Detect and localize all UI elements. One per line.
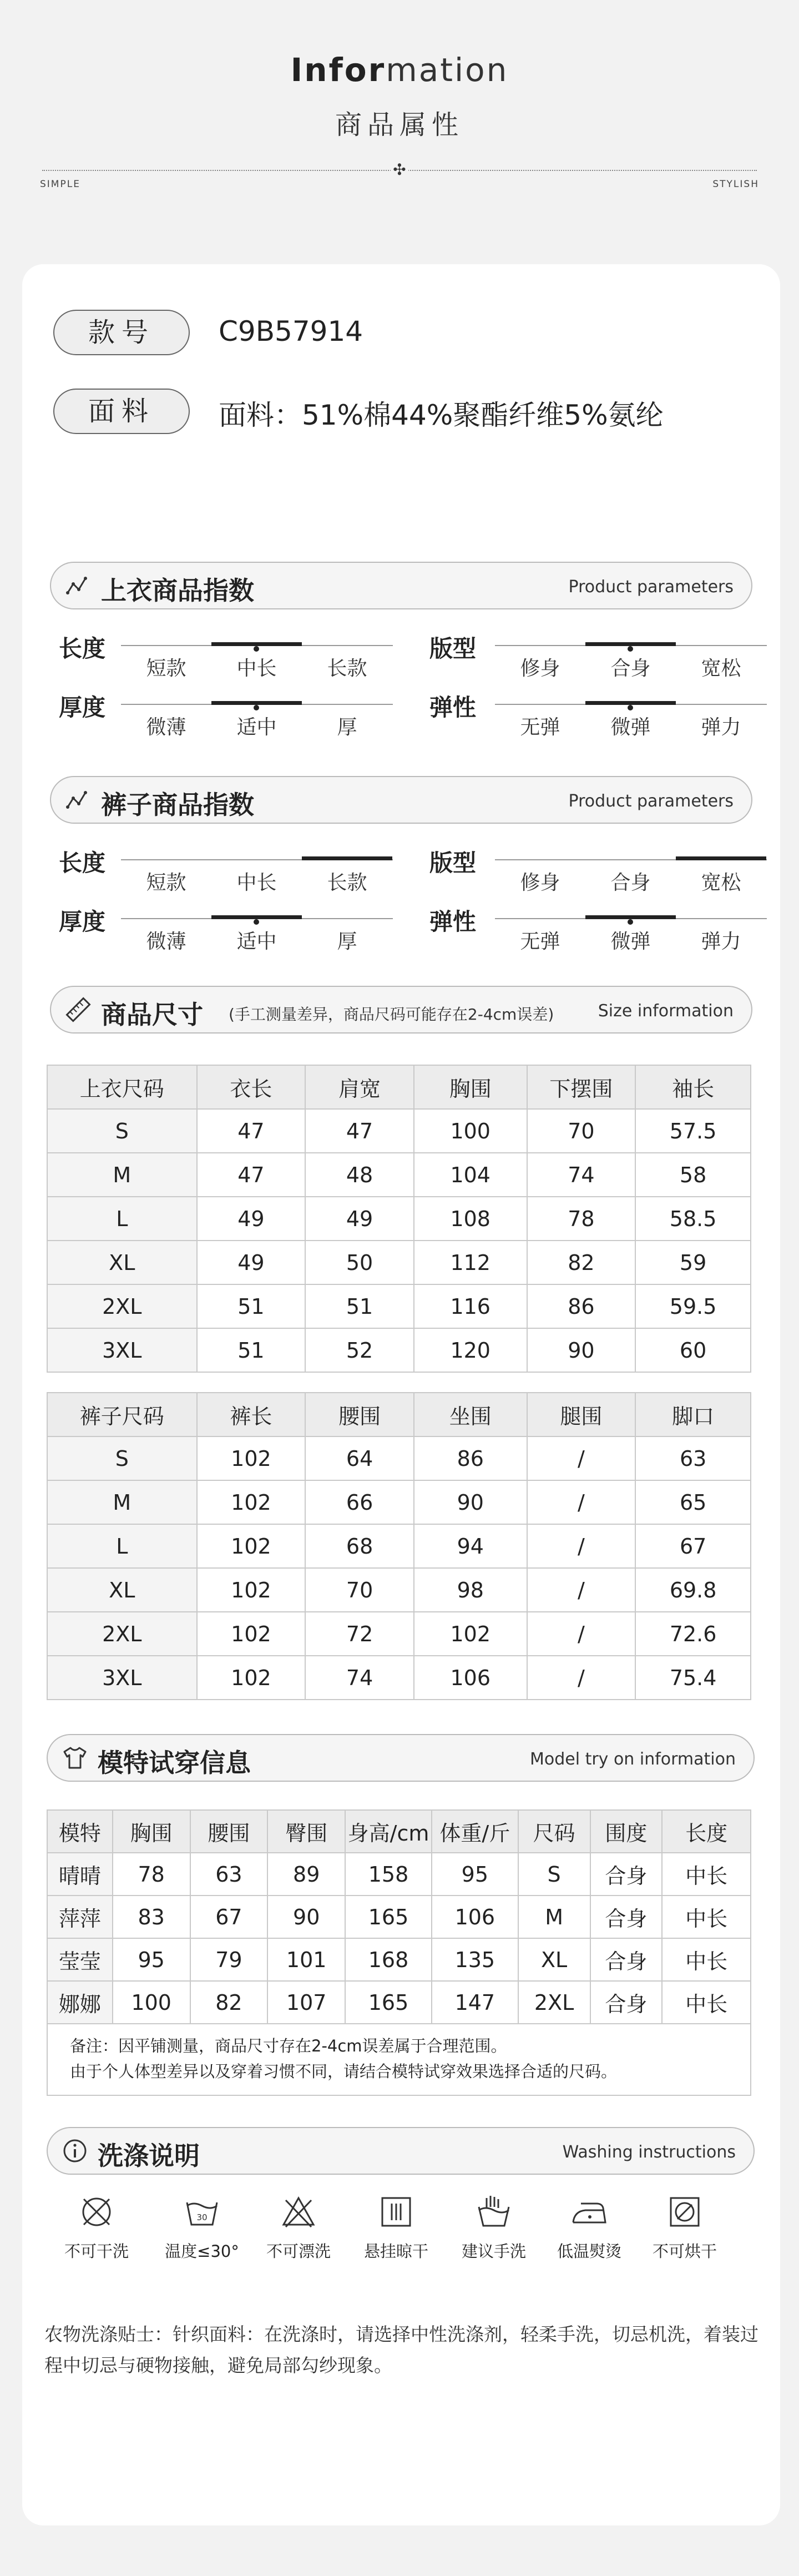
scale-selected-bar: [211, 701, 302, 705]
model-header: [47, 1734, 755, 1782]
table-cell: 108: [414, 1197, 527, 1241]
table-header-cell: 肩宽: [305, 1065, 414, 1109]
table-row: [47, 1436, 751, 1480]
model-note: [47, 2024, 751, 2096]
scale-marker-dot: [254, 646, 259, 652]
index-scale: [121, 850, 393, 894]
table-cell: 51: [197, 1328, 306, 1372]
index-label: 长度: [59, 635, 106, 662]
table-cell: 中长: [662, 1938, 751, 1981]
wash-tip-line1: 农物洗涤贴士：针织面料：在洗涤时，请选择中性洗涤剂，轻柔手洗，切忌机洗，着装过: [44, 2323, 758, 2345]
scale-option: 短款: [146, 657, 186, 680]
table-header-cell: 坐围: [414, 1393, 527, 1436]
table-cell: 106: [414, 1656, 527, 1700]
wash-en: Washing instructions: [562, 2143, 736, 2162]
table-header-cell: 裤长: [197, 1393, 306, 1436]
scale-marker-dot: [628, 705, 633, 710]
low-iron-icon: [570, 2192, 609, 2231]
index-label: 厚度: [59, 694, 106, 721]
index-scale: [121, 636, 393, 680]
table-row: [47, 1896, 751, 1938]
table-cell: 47: [197, 1109, 306, 1153]
table-row: [47, 1241, 751, 1284]
wash-header: [47, 2127, 755, 2175]
scale-option: 微薄: [146, 930, 186, 953]
table-cell: M: [47, 1480, 197, 1524]
table-header-cell: 胸围: [113, 1810, 190, 1853]
table-cell: 中长: [662, 1896, 751, 1938]
table-cell: 79: [190, 1938, 268, 1981]
table-cell: M: [47, 1153, 197, 1197]
table-row: [47, 1284, 751, 1328]
table-header-cell: 下摆围: [527, 1065, 636, 1109]
table-cell: 中长: [662, 1981, 751, 2024]
table-row: [47, 1524, 751, 1568]
table-cell: 63: [190, 1853, 268, 1896]
table-cell: 47: [305, 1109, 414, 1153]
table-cell: 2XL: [518, 1981, 590, 2024]
table-row: [47, 1981, 751, 2024]
ruler-icon: [65, 997, 91, 1022]
content-card: [22, 264, 780, 2525]
scale-option: 合身: [610, 657, 651, 680]
table-cell: 90: [414, 1480, 527, 1524]
table-cell: 100: [113, 1981, 190, 2024]
scale-option: 中长: [236, 657, 277, 680]
table-cell: /: [527, 1480, 636, 1524]
table-cell: 78: [113, 1853, 190, 1896]
scale-option: 厚: [337, 716, 357, 739]
scale-marker-dot: [628, 919, 633, 925]
table-cell: 98: [414, 1568, 527, 1612]
trend-line-icon: [65, 787, 91, 813]
table-cell: 中长: [662, 1853, 751, 1896]
table-cell: 102: [197, 1524, 306, 1568]
scale-marker-dot: [254, 705, 259, 710]
scale-option: 弹力: [701, 930, 741, 953]
scale-option: 微弹: [610, 930, 651, 953]
table-cell: 116: [414, 1284, 527, 1328]
index-label: 弹性: [429, 694, 477, 721]
table-cell: /: [527, 1568, 636, 1612]
table-cell: 86: [527, 1284, 636, 1328]
table-cell: M: [518, 1896, 590, 1938]
model-title: 模特试穿信息: [98, 1748, 251, 1778]
index-scale: [121, 695, 393, 739]
table-cell: /: [527, 1656, 636, 1700]
table-cell: XL: [518, 1938, 590, 1981]
scale-marker-dot: [628, 646, 633, 652]
svg-text:30: 30: [196, 2212, 208, 2222]
scale-option: 无弹: [520, 716, 560, 739]
table-header-cell: 围度: [590, 1810, 663, 1853]
table-cell: 67: [635, 1524, 751, 1568]
table-cell: 135: [432, 1938, 518, 1981]
table-cell: 107: [267, 1981, 345, 2024]
table-cell: 74: [305, 1656, 414, 1700]
scale-option: 中长: [236, 871, 277, 894]
scale-selected-bar: [211, 915, 302, 919]
table-header-cell: 身高/cm: [345, 1810, 432, 1853]
wash-label: 不可漂洗: [266, 2242, 331, 2261]
table-cell: 95: [432, 1853, 518, 1896]
hang-dry-icon: [377, 2192, 416, 2231]
no-tumble-dry-icon: [665, 2192, 704, 2231]
wash-item-no-dry-clean: [47, 2192, 146, 2262]
table-header-cell: 体重/斤: [432, 1810, 518, 1853]
pants-index-title: 裤子商品指数: [101, 790, 254, 820]
table-cell: 147: [432, 1981, 518, 2024]
table-cell: L: [47, 1197, 197, 1241]
table-cell: 2XL: [47, 1284, 197, 1328]
table-cell: 49: [197, 1197, 306, 1241]
table-cell: 82: [527, 1241, 636, 1284]
model-note-line2: 由于个人体型差异以及穿着习惯不同，请结合模特试穿效果选择合适的尺码。: [70, 2062, 618, 2081]
stylish-tag: STYLISH: [712, 179, 759, 190]
table-cell: 72: [305, 1612, 414, 1656]
scale-selected-bar: [676, 856, 766, 860]
scale-option: 无弹: [520, 930, 560, 953]
table-cell: 50: [305, 1241, 414, 1284]
table-cell: 莹莹: [47, 1938, 113, 1981]
scale-option: 修身: [520, 871, 560, 894]
top-index-title: 上衣商品指数: [101, 576, 254, 606]
table-cell: 102: [197, 1568, 306, 1612]
table-header-cell: 脚口: [635, 1393, 751, 1436]
table-cell: 89: [267, 1853, 345, 1896]
table-header-cell: 长度: [662, 1810, 751, 1853]
table-row: [47, 1853, 751, 1896]
scale-selected-bar: [585, 915, 676, 919]
table-row: [47, 1612, 751, 1656]
size-header: [50, 986, 752, 1034]
wash-label: 低温熨烫: [557, 2242, 621, 2261]
table-cell: S: [47, 1436, 197, 1480]
table-cell: 59.5: [635, 1284, 751, 1328]
table-cell: 120: [414, 1328, 527, 1372]
table-cell: 106: [432, 1896, 518, 1938]
table-cell: 59: [635, 1241, 751, 1284]
scale-option: 修身: [520, 657, 560, 680]
index-scale: [495, 695, 767, 739]
style-no-value: C9B57914: [219, 315, 363, 347]
table-cell: 58: [635, 1153, 751, 1197]
wash-label: 建议手洗: [461, 2242, 526, 2261]
table-cell: 70: [305, 1568, 414, 1612]
table-cell: 63: [635, 1436, 751, 1480]
table-cell: /: [527, 1612, 636, 1656]
index-label: 长度: [59, 849, 106, 876]
table-header-cell: 腰围: [190, 1810, 268, 1853]
table-cell: 60: [635, 1328, 751, 1372]
table-header-cell: 衣长: [197, 1065, 306, 1109]
table-cell: 165: [345, 1896, 432, 1938]
table-header-cell: 腰围: [305, 1393, 414, 1436]
table-cell: 112: [414, 1241, 527, 1284]
title-light: mation: [386, 51, 509, 89]
scale-option: 微弹: [610, 716, 651, 739]
table-header-cell: 胸围: [414, 1065, 527, 1109]
table-cell: 102: [197, 1480, 306, 1524]
table-row: [47, 1197, 751, 1241]
table-header-cell: 模特: [47, 1810, 113, 1853]
size-title: 商品尺寸: [101, 1000, 203, 1030]
scale-selected-bar: [585, 701, 676, 705]
table-header-row: [47, 1393, 751, 1436]
wash-tip-line2: 程中切忌与硬物接触，避免局部勾纱现象。: [44, 2355, 392, 2376]
table-cell: 合身: [590, 1981, 663, 2024]
wash-label: 悬挂晾干: [363, 2242, 428, 2261]
table-cell: 67: [190, 1896, 268, 1938]
table-cell: 66: [305, 1480, 414, 1524]
table-cell: XL: [47, 1568, 197, 1612]
page-subtitle: 商品属性: [335, 109, 464, 140]
table-cell: 101: [267, 1938, 345, 1981]
table-cell: 64: [305, 1436, 414, 1480]
table-cell: 104: [414, 1153, 527, 1197]
info-icon: [62, 2138, 88, 2164]
index-label: 弹性: [429, 908, 477, 935]
table-header-cell: 裤子尺码: [47, 1393, 197, 1436]
table-cell: 晴晴: [47, 1853, 113, 1896]
table-cell: 49: [305, 1197, 414, 1241]
table-header-cell: 上衣尺码: [47, 1065, 197, 1109]
table-cell: 娜娜: [47, 1981, 113, 2024]
table-header-cell: 袖长: [635, 1065, 751, 1109]
index-label: 厚度: [59, 908, 106, 935]
table-cell: 94: [414, 1524, 527, 1568]
table-cell: 83: [113, 1896, 190, 1938]
table-cell: 68: [305, 1524, 414, 1568]
table-cell: 49: [197, 1241, 306, 1284]
table-cell: 102: [197, 1612, 306, 1656]
scale-option: 适中: [236, 930, 277, 953]
model-en: Model try on information: [529, 1750, 736, 1769]
table-row: [47, 1938, 751, 1981]
shirt-icon: [62, 1745, 88, 1771]
no-dry-clean-icon: [77, 2192, 116, 2231]
table-row: [47, 1480, 751, 1524]
table-cell: 51: [197, 1284, 306, 1328]
fabric-label: 面料: [53, 389, 190, 434]
table-cell: S: [518, 1853, 590, 1896]
table-row: [47, 1568, 751, 1612]
table-cell: /: [527, 1524, 636, 1568]
wash-item-30: [152, 2192, 252, 2262]
table-cell: 102: [197, 1436, 306, 1480]
page-title: [0, 51, 799, 89]
style-no-label: 款号: [53, 310, 190, 355]
top-index-en: Product parameters: [568, 577, 734, 597]
table-cell: 102: [197, 1656, 306, 1700]
wash-item-no-tumble-dry: [635, 2192, 735, 2262]
table-cell: 57.5: [635, 1109, 751, 1153]
index-scale: [121, 909, 393, 953]
table-cell: 合身: [590, 1853, 663, 1896]
wash-item-hand-wash: [444, 2192, 544, 2262]
pants-index-en: Product parameters: [568, 792, 734, 811]
table-header-cell: 尺码: [518, 1810, 590, 1853]
scale-option: 长款: [327, 657, 367, 680]
scale-selected-bar: [302, 856, 392, 860]
scale-option: 长款: [327, 871, 367, 894]
table-cell: 47: [197, 1153, 306, 1197]
index-scale: [495, 850, 767, 894]
table-cell: 2XL: [47, 1612, 197, 1656]
table-cell: 3XL: [47, 1328, 197, 1372]
index-label: 版型: [429, 849, 477, 876]
index-label: 版型: [429, 635, 477, 662]
table-header-cell: 臀围: [267, 1810, 345, 1853]
table-row: [47, 1153, 751, 1197]
wash-item-low-iron: [539, 2192, 639, 2262]
scale-option: 宽松: [701, 657, 741, 680]
scale-option: 厚: [337, 930, 357, 953]
table-cell: 75.4: [635, 1656, 751, 1700]
table-cell: 51: [305, 1284, 414, 1328]
table-cell: 158: [345, 1853, 432, 1896]
table-cell: 102: [414, 1612, 527, 1656]
wash-item-hang-dry: [346, 2192, 446, 2262]
model-note-line1: 备注：因平铺测量，商品尺寸存在2-4cm误差属于合理范围。: [70, 2036, 507, 2055]
scale-selected-bar: [211, 642, 302, 646]
table-cell: 90: [527, 1328, 636, 1372]
table-header-cell: 腿围: [527, 1393, 636, 1436]
table-header-row: [47, 1810, 751, 1853]
wash-title: 洗涤说明: [98, 2141, 200, 2171]
table-cell: 萍萍: [47, 1896, 113, 1938]
table-cell: 合身: [590, 1896, 663, 1938]
pants-index-header: [50, 776, 752, 824]
scale-marker-dot: [254, 919, 259, 925]
wash-label: 温度≤30°: [165, 2242, 239, 2261]
table-cell: 48: [305, 1153, 414, 1197]
table-cell: 90: [267, 1896, 345, 1938]
scale-option: 微薄: [146, 716, 186, 739]
top-index-header: [50, 562, 752, 609]
title-bold: Infor: [290, 51, 386, 89]
hand-wash-icon: [474, 2192, 513, 2231]
index-scale: [495, 636, 767, 680]
wash-label: 不可烘干: [652, 2242, 717, 2261]
table-cell: 69.8: [635, 1568, 751, 1612]
table-cell: 65: [635, 1480, 751, 1524]
size-note: (手工测量差异，商品尺码可能存在2-4cm误差): [229, 1005, 554, 1024]
table-cell: 3XL: [47, 1656, 197, 1700]
wash-30-icon: [183, 2192, 221, 2231]
table-cell: 72.6: [635, 1612, 751, 1656]
table-cell: 合身: [590, 1938, 663, 1981]
table-cell: 52: [305, 1328, 414, 1372]
table-cell: 82: [190, 1981, 268, 2024]
simple-tag: SIMPLE: [40, 179, 80, 190]
pants-size-table: [47, 1392, 751, 1700]
table-cell: L: [47, 1524, 197, 1568]
top-size-table: [47, 1065, 751, 1373]
cross-ornament-icon: ✣: [391, 161, 408, 179]
scale-option: 合身: [610, 871, 651, 894]
table-cell: 95: [113, 1938, 190, 1981]
model-table: [47, 1809, 751, 2024]
table-cell: 168: [345, 1938, 432, 1981]
table-header-row: [47, 1065, 751, 1109]
table-cell: 74: [527, 1153, 636, 1197]
scale-option: 短款: [146, 871, 186, 894]
table-row: [47, 1328, 751, 1372]
table-cell: 78: [527, 1197, 636, 1241]
scale-option: 适中: [236, 716, 277, 739]
fabric-value: 面料：51%棉44%聚酯纤维5%氨纶: [219, 399, 664, 431]
scale-option: 宽松: [701, 871, 741, 894]
scale-option: 弹力: [701, 716, 741, 739]
trend-line-icon: [65, 573, 91, 598]
wash-label: 不可干洗: [64, 2242, 129, 2261]
no-bleach-icon: [279, 2192, 318, 2231]
table-cell: 86: [414, 1436, 527, 1480]
table-cell: 70: [527, 1109, 636, 1153]
table-cell: /: [527, 1436, 636, 1480]
table-cell: XL: [47, 1241, 197, 1284]
scale-selected-bar: [585, 642, 676, 646]
table-cell: 100: [414, 1109, 527, 1153]
table-row: [47, 1656, 751, 1700]
wash-item-no-bleach: [249, 2192, 348, 2262]
size-en: Size information: [598, 1001, 734, 1021]
table-cell: 165: [345, 1981, 432, 2024]
table-cell: 58.5: [635, 1197, 751, 1241]
table-cell: S: [47, 1109, 197, 1153]
index-scale: [495, 909, 767, 953]
table-row: [47, 1109, 751, 1153]
